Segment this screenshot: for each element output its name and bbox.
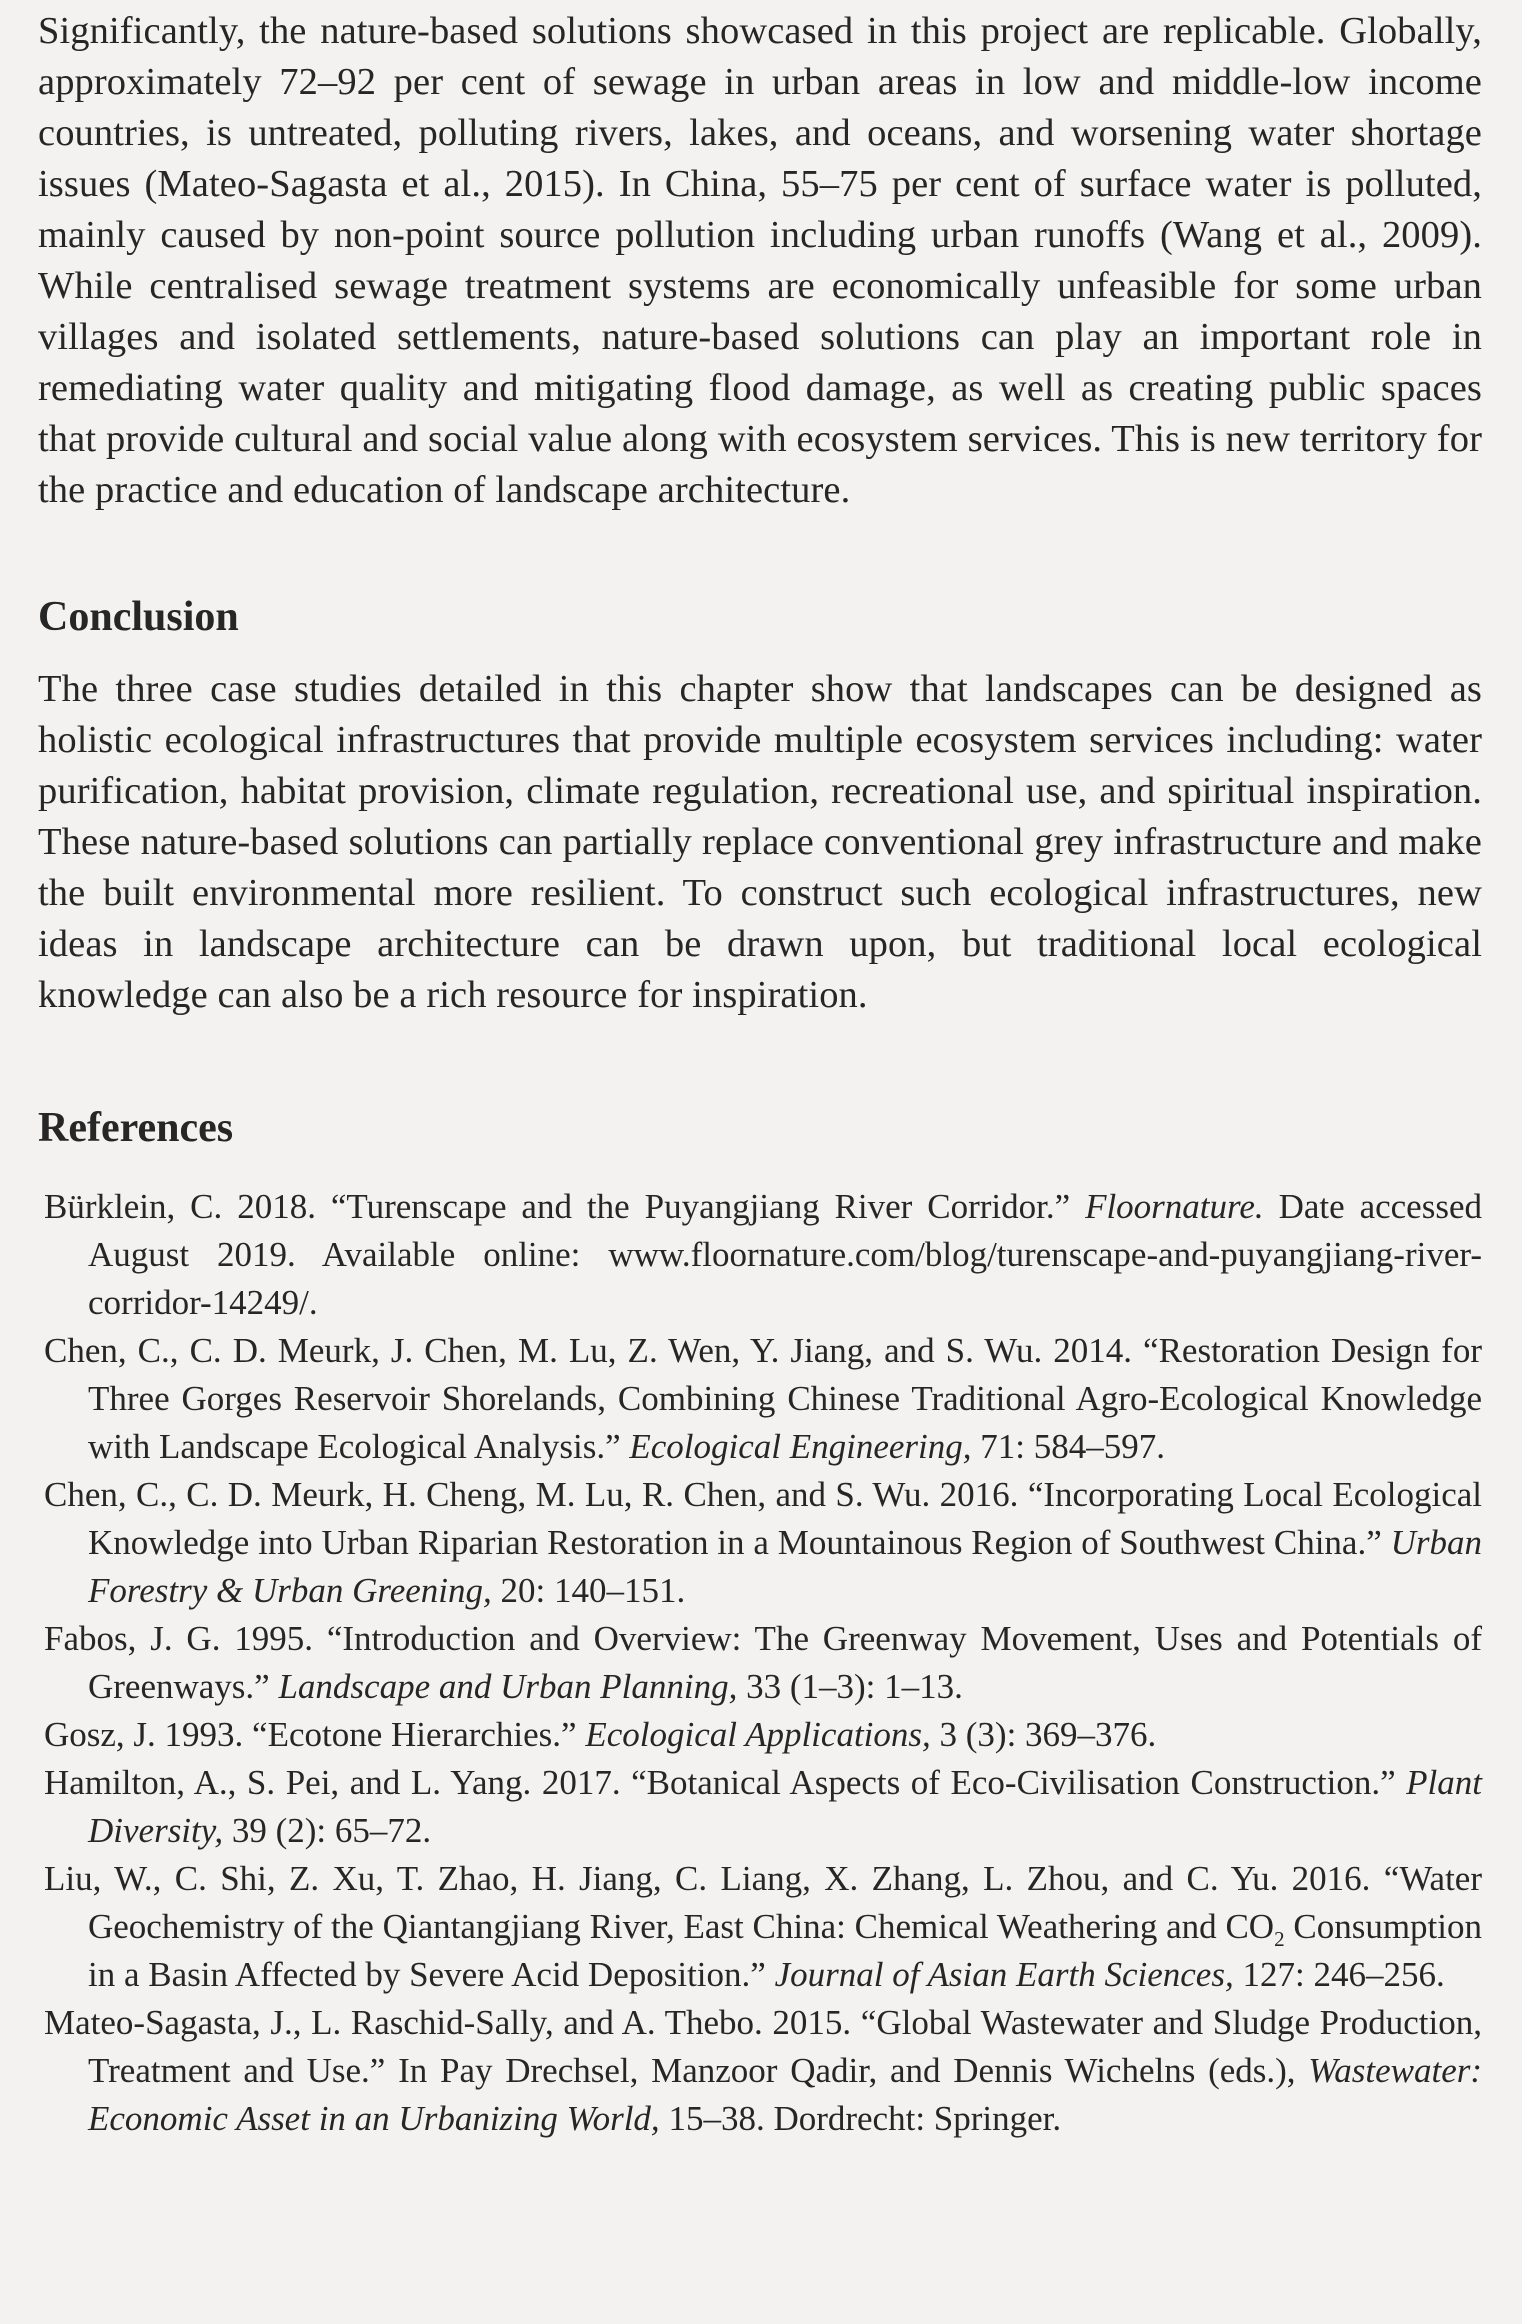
intro-paragraph: Significantly, the nature-based solutions showcased in this project are replicable. Globally, approximately 72–92 per cent of sewage in urban areas in low and middle-low income countries, is untreated, polluting rivers, lakes, and oceans, and worsening water shortage issues (Mateo-Sagasta et al., 2015). In China, 55–75 per cent of surface water is polluted, mainly caused by non-point source pollution including urban runoffs (Wang et al., 2009). While centralised sewage treatment systems are economically unfeasible for some urban villages and isolated settlements, nature-based solutions can play an important role in remediating water quality and mitigating flood damage, as well as creating public spaces that provide cultural and social value along with ecosystem services. This is new territory for the practice and education of landscape architecture. xyxy=(38,10,1482,511)
reference-details: 15–38. Dordrecht: Springer. xyxy=(659,2099,1062,2138)
reference-list xyxy=(38,1183,1482,2143)
reference-source: Floornature. xyxy=(1085,1187,1264,1226)
reference-text: Fabos, J. G. 1995. “Introduction and Overview: The Greenway Movement, Uses and Potentials of Greenways.” xyxy=(44,1619,1482,1706)
reference-details: 3 (3): 369–376. xyxy=(930,1715,1157,1754)
reference-source: Journal of Asian Earth Sciences, xyxy=(774,1955,1234,1994)
reference-item xyxy=(44,1855,1482,1999)
references-heading: References xyxy=(38,1105,234,1151)
reference-source: Ecological Applications, xyxy=(585,1715,931,1754)
reference-item xyxy=(44,1999,1482,2143)
subscript-two: 2 xyxy=(1274,1927,1285,1951)
reference-source: Landscape and Urban Planning, xyxy=(278,1667,738,1706)
reference-text-continued: Consumption in a Basin Affected by Severe Acid Deposition.” xyxy=(88,1907,1483,1994)
reference-item xyxy=(44,1615,1482,1711)
reference-item xyxy=(44,1327,1482,1471)
reference-details: Date accessed August 2019. Available online: www.floornature.com/blog/turenscape-and-puyangjiang-river-corridor-14249/. xyxy=(88,1187,1482,1322)
reference-source: Wastewater: Economic Asset in an Urbanizing World, xyxy=(88,2051,1482,2138)
reference-source: Urban Forestry & Urban Greening, xyxy=(88,1523,1482,1610)
reference-details: 71: 584–597. xyxy=(971,1427,1165,1466)
reference-text: Hamilton, A., S. Pei, and L. Yang. 2017. “Botanical Aspects of Eco-Civilisation Construction.” xyxy=(44,1763,1407,1802)
reference-source: Plant Diversity, xyxy=(88,1763,1482,1850)
reference-details: 127: 246–256. xyxy=(1233,1955,1445,1994)
reference-text: Mateo-Sagasta, J., L. Raschid-Sally, and A. Thebo. 2015. “Global Wastewater and Sludge Production, Treatment and Use.” In Pay Drechsel, Manzoor Qadir, and Dennis Wichelns (eds.), xyxy=(44,2003,1482,2090)
reference-item xyxy=(44,1183,1482,1327)
reference-text: Chen, C., C. D. Meurk, J. Chen, M. Lu, Z. Wen, Y. Jiang, and S. Wu. 2014. “Restoration Design for Three Gorges Reservoir Shorelands, Combining Chinese Traditional Agro-Ecological Knowledge with Landscape Ecological Analysis.” xyxy=(44,1331,1482,1466)
conclusion-paragraph: The three case studies detailed in this chapter show that landscapes can be designed as holistic ecological infrastructures that provide multiple ecosystem services including: water purification, habitat provision, climate regulation, recreational use, and spiritual inspiration. These nature-based solutions can partially replace conventional grey infrastructure and make the built environmental more resilient. To construct such ecological infrastructures, new ideas in landscape architecture can be drawn upon, but traditional local ecological knowledge can also be a rich resource for inspiration. xyxy=(38,668,1482,1016)
conclusion-heading: Conclusion xyxy=(38,594,239,640)
reference-details: 39 (2): 65–72. xyxy=(223,1811,432,1850)
reference-text: Gosz, J. 1993. “Ecotone Hierarchies.” xyxy=(44,1715,586,1754)
reference-item xyxy=(44,1711,1482,1759)
reference-text: Bürklein, C. 2018. “Turenscape and the Puyangjiang River Corridor.” xyxy=(44,1187,1086,1226)
reference-item xyxy=(44,1471,1482,1615)
reference-details: 33 (1–3): 1–13. xyxy=(737,1667,963,1706)
reference-source: Ecological Engineering, xyxy=(629,1427,972,1466)
reference-text: Liu, W., C. Shi, Z. Xu, T. Zhao, H. Jiang, C. Liang, X. Zhang, L. Zhou, and C. Yu. 2016. “Water Geochemistry of the Qiantangjiang River, East China: Chemical Weathering and CO xyxy=(44,1859,1482,1946)
reference-item xyxy=(44,1759,1482,1855)
reference-text: Chen, C., C. D. Meurk, H. Cheng, M. Lu, R. Chen, and S. Wu. 2016. “Incorporating Local Ecological Knowledge into Urban Riparian Restoration in a Mountainous Region of Southwest China.” xyxy=(44,1475,1482,1562)
reference-details: 20: 140–151. xyxy=(491,1571,686,1610)
